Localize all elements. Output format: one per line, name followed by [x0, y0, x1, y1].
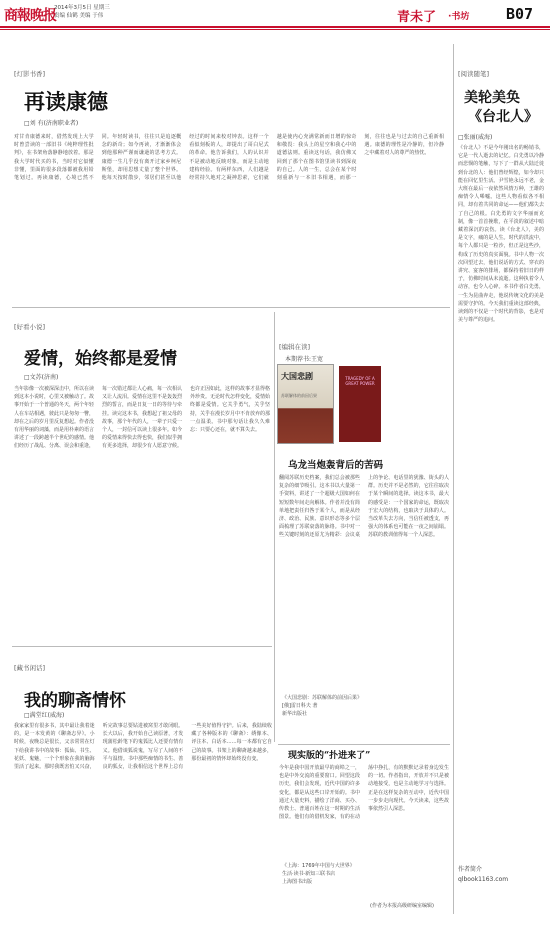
article-title: 我的聊斋情怀 — [24, 691, 126, 711]
article-byline: □张丽(威海) — [458, 134, 493, 141]
masthead-rule — [0, 26, 550, 28]
column-divider — [274, 312, 275, 742]
article-body: 翻阅苏联历史档案，我们总会被那些复杂的细节吸引。这本书以大量第一手资料，讲述了一个超级大国如何在短短数年间走向解体。作者并没有简单地把责任归咎于某个人，而是从经济、政治、民族、意识形态等多个层面梳理了苏联衰落的脉络。书中对一些关键时刻的还原尤为精彩：会议桌上的争论、电话里的犹豫、街头的人群。历史并不是必然的，它往往取决于某个瞬间的选择。读这本书，最大的感受是：一个国家的命运，既取决于宏大的结构，也取决于具体的人。当改革失去方向，当信任被透支，再强大的体系也可能在一夜之间崩塌。苏联的教训值得每一个人深思。 — [279, 475, 449, 539]
column-tag: [好看小说] — [14, 323, 46, 331]
article-body: 今年是我中国开放最早的商埠之一，也是中外交流的重要窗口。回望这段历史，我们会发现，近代中国的许多变化，都是从这些口岸开始的。书中通过大量史料，描绘了洋商、买办、传教士、普通百姓在这一时期的生活图景。他们有的借机发家，有的在动荡中挣扎，有的默默记录着身边发生的一切。作者指出，开放并不只是被动地接受，也是主动地学习与选择。正是在这样复杂的互动中，近代中国一步步走向现代。今天读来，这些故事依然引人深思。 — [279, 765, 449, 821]
article-byline: 本期荐书:王宽 — [285, 356, 324, 363]
article-byline: □满堂红(威海) — [24, 712, 65, 719]
book-cover-back — [339, 366, 381, 442]
book-cover-title: 大国悲剧 — [281, 371, 313, 381]
book-cover — [277, 364, 334, 444]
author-email: qlbook1163.com — [458, 876, 509, 883]
column-divider — [453, 44, 454, 914]
article-body: 当年影像一次被深深击中，所以在读到这本小说时，心里又被触动了。故事开始于一个普通的冬天，两个年轻人在车站相遇，彼此只是匆匆一瞥，却在之后的岁月里反复想起。作者没有用华丽的词藻，而是用朴素的语言讲述了一段跨越半个世纪的感情。他们经历了战乱、分离、误会和重逢，每一次错过都让人心痛，每一次相认又让人流泪。爱情在这里不是轰轰烈烈的誓言，而是日复一日的等待与牵挂。读完这本书，我想起了祖父母的故事，那个年代的人，一辈子只爱一个人，一封信可以读上很多年。如今的爱情来得快去得也快，我们似乎拥有更多选择，却很少有人愿意守候。也许正因如此，这样的故事才显得格外珍贵。无论时代怎样变化，爱情始终都是爱情。它关乎勇气，关乎坚持，关乎在漫长岁月中不肯放弃的那一点温柔。书中那句话让我久久难忘：只要心还在，就不算失去。 — [14, 386, 270, 450]
article-title: 乌龙当炮轰背后的苦码 — [288, 460, 384, 471]
editor-line: 责编 仙鹤 美编 于伟 — [54, 13, 104, 19]
article-byline: □文苏(济南) — [24, 374, 59, 381]
book-info: 《上海：1769年中国与大世界》 生活·读书·新知三联书店 上海图书出版 — [282, 863, 355, 886]
book-info: 《大国悲剧：苏联解体的前因后果》 [俄]雷日科夫 著 新华出版社 — [282, 695, 363, 718]
book-cover-subtitle: 苏联解体的前因后果 — [281, 393, 317, 398]
column-tag: [藏书闲话] — [14, 664, 46, 672]
article-title: 现实版的“扑进来了” — [288, 751, 371, 761]
article-body: 对甘肯康德来时，借然发现上大学时曾尝读的一部旧书《纯粹理性批判》，在书架角落静静地放着。那是我大学时代买的书，当时对它似懂非懂，里面的很多段落都被我用铅笔划过。再读康德，心境已然不同。年轻时读书，往往只是追逐概念的新奇；如今再读，才渐渐体会到他那种严谨而谦逊的思考方式。康德一生几乎没有离开过家乡柯尼斯堡，却用思想丈量了整个世界。他每天按时散步，邻居们甚至以他经过的时间来校对钟表。这样一个看似刻板的人，却提出了哥白尼式的革命。他告诉我们，人的认识并不是被动地反映对象，而是主动地建构经验。有两样东西，人们越是经常持久地对之凝神思索，它们就越是使内心充满常新而日增的惊奇和敬畏：我头上的星空和我心中的道德法则。重读这句话，我仿佛又回到了那个在图书馆里读书到深夜的自己。人的一生，总会在某个时刻重新与一本旧书相遇，而那一刻，往往也是与过去的自己重新相遇。康德的理性是冷静的，但冷静之中藏着对人的尊严的热忱。 — [14, 134, 444, 182]
column-tag: [灯影书香] — [14, 70, 46, 78]
column-tag: [阅读随笔] — [458, 70, 490, 78]
book-cover-english-title: TRAGEDY OF A GREAT POWER — [345, 376, 375, 386]
newspaper-logo: 商報晚报 — [4, 8, 56, 24]
divider — [12, 307, 450, 308]
section-title: 青未了 — [397, 10, 437, 25]
date-line: 2014年3月5日 星期三 — [54, 5, 110, 11]
author-info: 作者简介 — [458, 866, 483, 873]
article-byline: □刘 有(济南职业者) — [24, 120, 79, 127]
article-title: 美轮美奂 — [464, 90, 520, 106]
masthead — [0, 0, 550, 28]
masthead-rule-thin — [0, 29, 550, 30]
column-tag: [编辑在读] — [279, 343, 311, 351]
article-title: 爱情，始终都是爱情 — [24, 349, 177, 369]
article-body: 我家家里有很多书，其中最让我着迷的，是一本发黄的《聊斋志异》。小时候，夜晚总是很长，父亲常常在灯下给我讲书中的故事：狐仙、书生、花妖、鬼魅，一个个形象在我的脑海里活了起来。那时我既害怕又兴奋，听完故事总要钻进被窝里才敢闭眼。长大以后，我开始自己读原著，才发现蒲松龄笔下的鬼狐比人还要有情有义。他借谈狐说鬼，写尽了人间的不平与温情。书中那些痴情的书生、善良的狐女，让我相信这个世界上总有一些美好值得守护。后来，我陆续收藏了各种版本的《聊斋》：绣像本、评注本、白话本……每一本都有它自己的故事。书架上的聊斋越来越多，那份最初的情怀却始终没有变。 — [14, 723, 272, 771]
author-note: (作者为本报高级研编室编辑) — [370, 903, 434, 909]
article-body: 《台北人》不是今年刚出名的畅销书，它是一代人逝去的记忆。白先勇以冷静而悲悯的笔触，写下了一群从大陆迁徙到台北的人：他们曾经辉煌，如今却只能在回忆里生活。尹雪艳永远不老，金大班在最后一夜依然风情万种，王雄的痴情令人唏嘘。这些人物看似各不相同，却有着共同的命运——他们都失去了自己的根。白先勇的文字华丽而克制，像一首首挽歌，在平淡的叙述中暗藏着深沉的哀伤。读《台北人》，美的是文字，痛的是人生。时代的洪流中，每个人都只是一粒沙，但正是这些沙，构成了历史的真实面貌。书中人物一次次回望过去，他们说话的方式、穿衣的讲究、宴客的排场，都保持着旧日的样子，仿佛时间从未流逝。这种执着令人动容，也令人心碎。本书作者白先勇，一生为昆曲奔走，他说传统文化的美是需要守护的。今天我们重读这部经典，读到的不仅是一个时代的背影，也是对美与尊严的追问。 — [458, 145, 544, 324]
sub-section-title: ·书坊 — [448, 12, 470, 22]
article-subtitle: 《台北人》 — [468, 109, 538, 125]
divider — [278, 744, 450, 745]
article-title: 再读康德 — [24, 89, 108, 114]
page-number: B07 — [506, 5, 534, 23]
divider — [12, 646, 272, 647]
